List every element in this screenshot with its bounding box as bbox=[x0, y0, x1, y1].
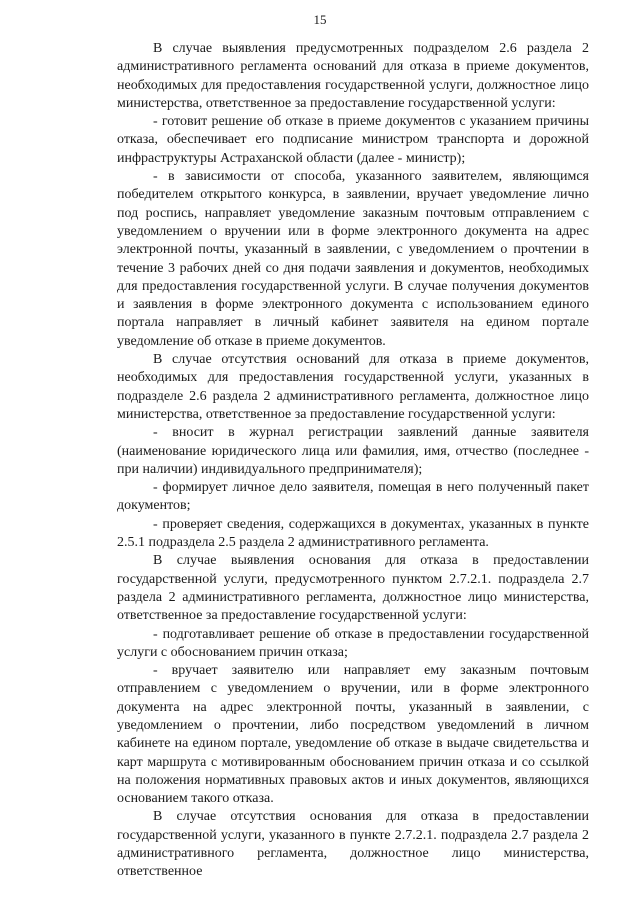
page-number: 15 bbox=[313, 12, 327, 27]
list-item-register-entry: - вносит в журнал регистрации заявлений данные заявителя (наименование юридического лица или фамилия, имя, отчество (последнее - при наличии) индивидуального предпринимателя); bbox=[117, 425, 589, 477]
paragraph-no-rejection-grounds: В случае отсутствия оснований для отказа в приеме документов, необходимых для предоставления государственной услуги, указанных в подразделе 2.6 раздела 2 административного регламента, должностное лицо министерства, ответственное за предоставление государственной услуги: bbox=[117, 352, 589, 422]
paragraph-no-refusal-grounds: В случае отсутствия основания для отказа в предоставлении государственной услуги, указанного в пункте 2.7.2.1. подраздела 2.7 раздела 2 административного регламента, должностное лицо министерства, ответственное bbox=[117, 809, 589, 880]
list-item-verify-data: - проверяет сведения, содержащихся в документах, указанных в пункте 2.5.1 подраздела 2.5 раздела 2 административного регламента. bbox=[117, 516, 589, 551]
paragraph-refusal-grounds: В случае выявления основания для отказа в предоставлении государственной услуги, предусмотренного пунктом 2.7.2.1. подраздела 2.7 раздела 2 административного регламента, должностное лицо министерства, ответственное за предоставление государственной услуги: bbox=[117, 553, 589, 624]
list-item-personal-file: - формирует личное дело заявителя, помещая в него полученный пакет документов; bbox=[117, 480, 589, 514]
list-item-deliver-refusal: - вручает заявителю или направляет ему заказным почтовым отправлением с уведомлением о вручении, или в форме электронного документа на адрес электронной почты, указанный в заявлении, с уведомлением о прочтении, либо посредством уведомлений в личном кабинете на едином портале, уведомление об отказе в выдаче свидетельства и карт маршрута с мотивированным обоснованием причин отказа и со ссылкой на положения нормативных правовых актов и иных документов, являющихся основанием такого отказа. bbox=[117, 663, 589, 807]
document-body bbox=[117, 40, 589, 882]
list-item-prepare-refusal: - подготавливает решение об отказе в предоставлении государственной услуги с обоснованием причин отказа; bbox=[117, 626, 589, 660]
list-item-prepare-decision: - готовит решение об отказе в приеме документов с указанием причины отказа, обеспечивает его подписание министром транспорта и дорожной инфраструктуры Астраханской области (далее - министр); bbox=[117, 114, 589, 166]
paragraph-rejection-grounds: В случае выявления предусмотренных подразделом 2.6 раздела 2 административного регламента оснований для отказа в приеме документов, необходимых для предоставления государственной услуги, должностное лицо министерства, ответственное за предоставление государственной услуги: bbox=[117, 41, 589, 111]
list-item-deliver-notice: - в зависимости от способа, указанного заявителем, являющимся победителем открытого конкурса, в заявлении, вручает уведомление лично под роспись, направляет уведомление заказным почтовым отправлением с уведомлением о вручении или в форме электронного документа на адрес электронной почты, указанный в заявлении, с уведомлением о прочтении в течение 3 рабочих дней со дня подачи заявления и документов, необходимых для предоставления государственной услуги. В случае получения документов и заявления в форме электронного документа с использованием единого портала направляет в личный кабинет заявителя на едином портале уведомление об отказе в приеме документов. bbox=[117, 169, 589, 349]
